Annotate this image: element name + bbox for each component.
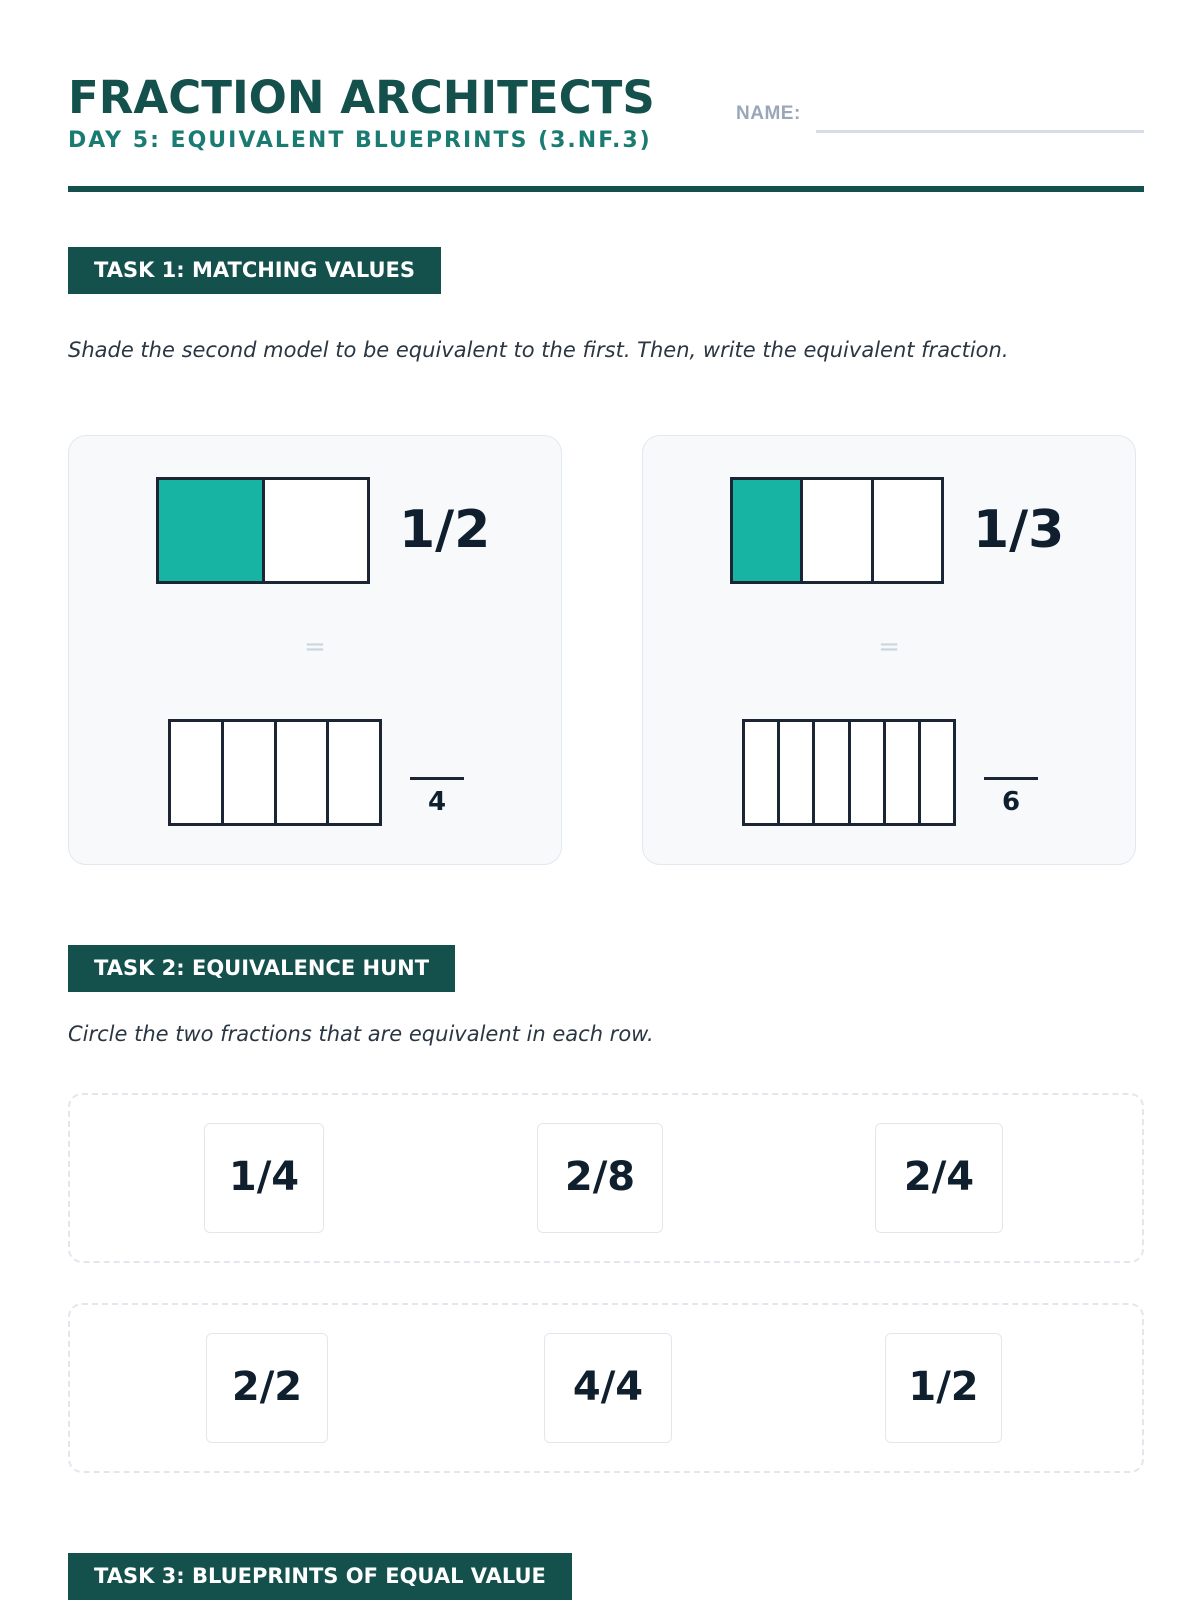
model-part[interactable] — [277, 722, 330, 823]
header-divider — [68, 186, 1144, 192]
fraction-choice[interactable]: 2/4 — [875, 1123, 1003, 1233]
fraction-choice[interactable]: 2/2 — [206, 1333, 328, 1443]
worksheet-header — [68, 70, 1144, 194]
equivalence-row-1 — [68, 1093, 1144, 1263]
task1-card-1 — [68, 435, 562, 865]
model-part[interactable] — [886, 722, 921, 823]
model-part[interactable] — [815, 722, 850, 823]
model-part[interactable] — [921, 722, 953, 823]
given-fraction-label: 1/2 — [399, 500, 491, 560]
worksheet-subtitle: DAY 5: EQUIVALENT BLUEPRINTS (3.NF.3) — [68, 128, 652, 153]
numerator-line[interactable] — [410, 777, 464, 780]
name-field-line[interactable] — [816, 130, 1144, 133]
task3-banner: TASK 3: BLUEPRINTS OF EQUAL VALUE — [68, 1553, 572, 1600]
model-part[interactable] — [171, 722, 224, 823]
model-part-shaded — [159, 480, 265, 581]
model-part — [874, 480, 941, 581]
fraction-choice[interactable]: 1/2 — [885, 1333, 1002, 1443]
model-part[interactable] — [780, 722, 815, 823]
answer-denominator: 4 — [427, 787, 447, 817]
equals-sign: = — [304, 632, 326, 662]
model-part — [265, 480, 368, 581]
worksheet-title: FRACTION ARCHITECTS — [68, 71, 655, 124]
model-part — [803, 480, 873, 581]
task1-banner: TASK 1: MATCHING VALUES — [68, 247, 441, 294]
equivalence-row-2 — [68, 1303, 1144, 1473]
name-label: NAME: — [736, 103, 801, 124]
model-part-shaded — [733, 480, 803, 581]
fraction-choice[interactable]: 4/4 — [544, 1333, 672, 1443]
model-part[interactable] — [329, 722, 379, 823]
fraction-choice[interactable]: 1/4 — [204, 1123, 324, 1233]
given-fraction-label: 1/3 — [973, 500, 1065, 560]
target-fraction-model[interactable] — [742, 719, 956, 826]
model-part[interactable] — [851, 722, 886, 823]
fraction-choice[interactable]: 2/8 — [537, 1123, 663, 1233]
numerator-line[interactable] — [984, 777, 1038, 780]
task1-card-2 — [642, 435, 1136, 865]
model-part[interactable] — [745, 722, 780, 823]
given-fraction-model — [156, 477, 370, 584]
task2-banner: TASK 2: EQUIVALENCE HUNT — [68, 945, 455, 992]
answer-denominator: 6 — [1001, 787, 1021, 817]
equals-sign: = — [878, 632, 900, 662]
task2-instructions: Circle the two fractions that are equivalent in each row. — [68, 1022, 654, 1046]
answer-fraction-blank[interactable] — [410, 777, 464, 816]
answer-fraction-blank[interactable] — [984, 777, 1038, 816]
task1-instructions: Shade the second model to be equivalent to the first. Then, write the equivalent fraction. — [68, 338, 1009, 362]
model-part[interactable] — [224, 722, 277, 823]
target-fraction-model[interactable] — [168, 719, 382, 826]
given-fraction-model — [730, 477, 944, 584]
